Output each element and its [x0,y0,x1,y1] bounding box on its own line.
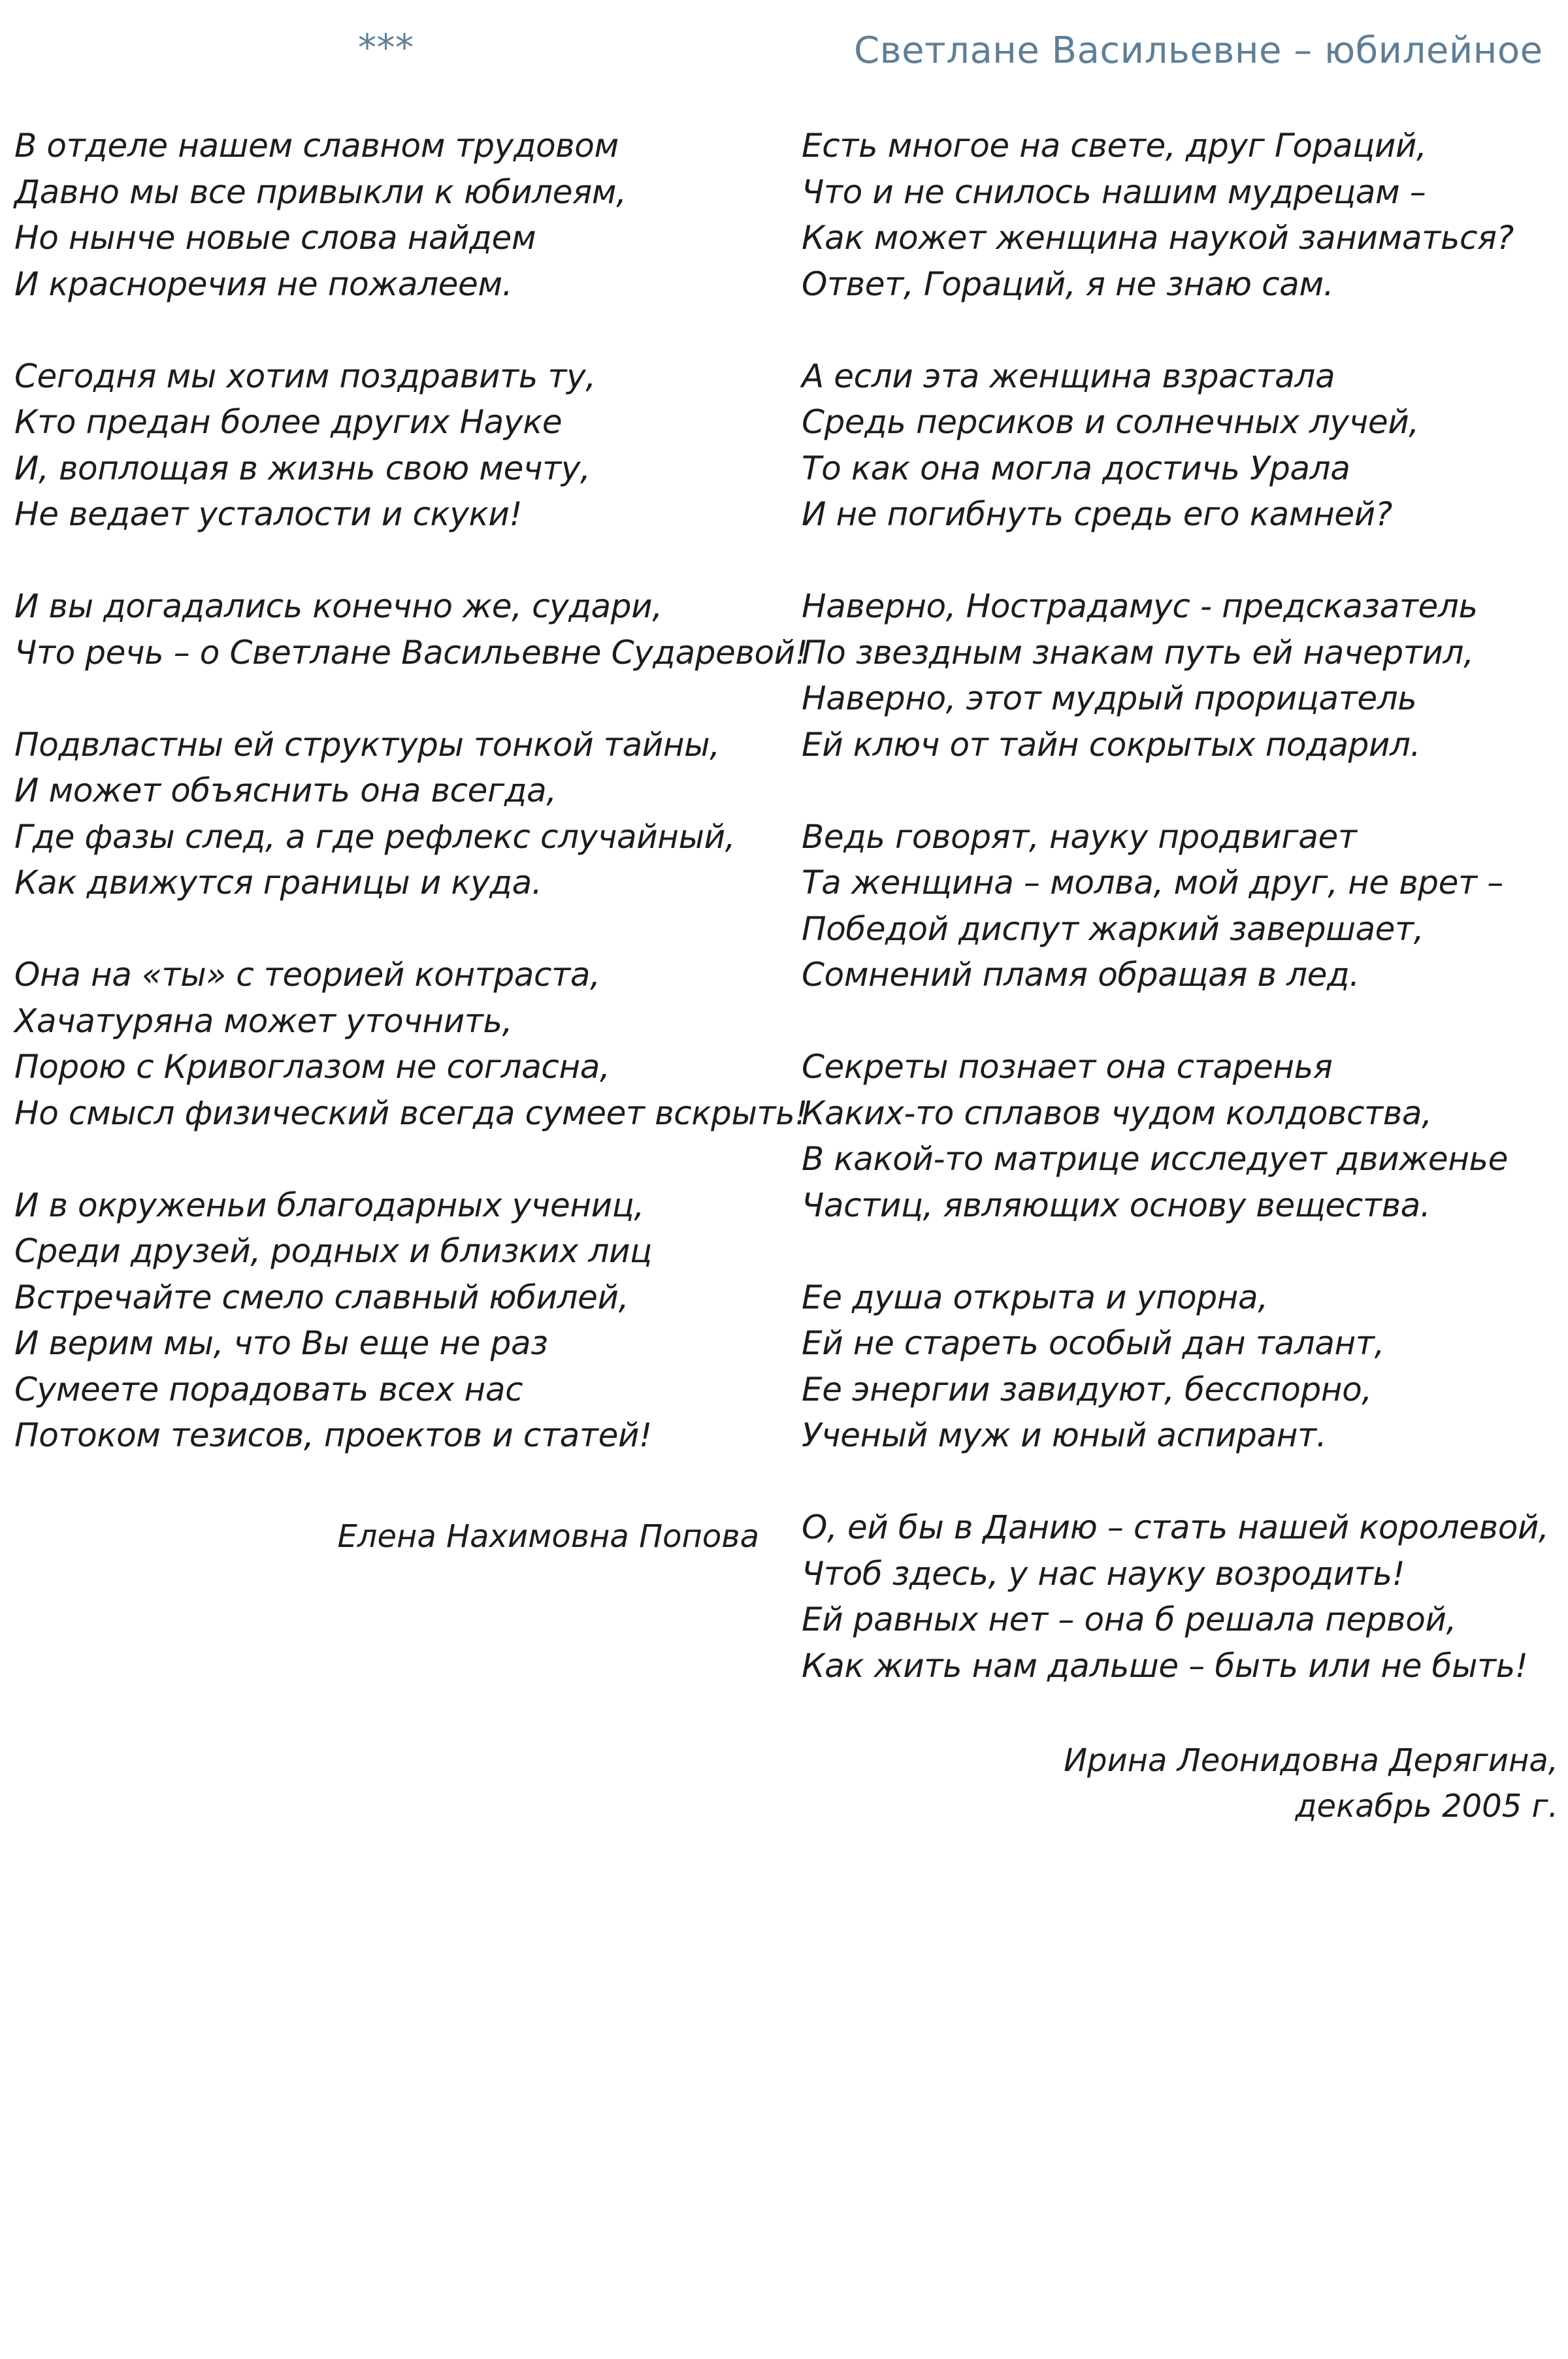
poem-line: Порою с Кривоглазом не согласна, [14,1048,610,1086]
poem-line: Потоком тезисов, проектов и статей! [14,1416,652,1454]
poem-line: Сегодня мы хотим поздравить ту, [14,357,596,395]
poem-line: Хачатуряна может уточнить, [14,1001,513,1040]
poem-line: Ответ, Гораций, я не знаю сам. [802,265,1334,303]
stanza [14,123,808,307]
poem-line: Но смысл физический всегда сумеет вскрыть! [14,1094,808,1132]
stanza [14,353,808,538]
poem-line: В отделе нашем славном трудовом [14,127,619,165]
poem-line: Среди друзей, родных и близких лиц [14,1232,652,1270]
right-poem-body [802,123,1549,1735]
stanza [14,583,808,675]
left-poem-title: *** [358,27,414,69]
poem-line: Встречайте смело славный юбилей, [14,1278,629,1316]
stanza [14,1182,808,1459]
poem-line: Что и не снилось нашим мудрецам – [802,172,1426,211]
poem-line: Сумеете порадовать всех нас [14,1370,523,1408]
poem-line: Частиц, являющих основу вещества. [802,1186,1431,1224]
poem-line: И, воплощая в жизнь свою мечту, [14,449,591,487]
poem-line: Каких-то сплавов чудом колдовства, [802,1094,1432,1132]
poem-line: И в окруженьи благодарных учениц, [14,1186,644,1224]
poem-line: Давно мы все привыкли к юбилеям, [14,172,627,211]
left-poem-body [14,123,808,1505]
signature-author: Ирина Леонидовна Дерягина, [1064,1742,1558,1779]
stanza [802,1505,1549,1689]
poem-line: Но нынче новые слова найдем [14,219,536,257]
stanza [802,1044,1549,1228]
stanza [802,583,1549,768]
poem-line: Ученый муж и юный аспирант. [802,1416,1327,1454]
poem-line: Ей не стареть особый дан талант, [802,1324,1385,1362]
poem-line: Чтоб здесь, у нас науку возродить! [802,1554,1405,1593]
poem-line: Та женщина – молва, мой друг, не врет – [802,864,1503,902]
poem-line: По звездным знакам путь ей начертил, [802,633,1474,672]
poem-line: О, ей бы в Данию – стать нашей королевой, [802,1508,1549,1546]
poem-line: И вы догадались конечно же, судари, [14,587,662,625]
poem-line: И не погибнуть средь его камней? [802,495,1392,533]
left-poem-signature: Елена Нахимовна Попова [337,1518,759,1555]
poem-line: Наверно, Нострадамус - предсказатель [802,587,1478,625]
poem-line: То как она могла достичь Урала [802,449,1350,487]
stanza [802,1275,1549,1459]
stanza [802,353,1549,538]
stanza [802,123,1549,307]
poem-line: Она на «ты» с теорией контраста, [14,956,600,994]
stanza [14,952,808,1136]
signature-date: декабрь 2005 г. [1295,1788,1558,1825]
poem-line: Ей ключ от тайн сокрытых подарил. [802,725,1421,764]
poem-line: Что речь – о Светлане Васильевне Сударевой! [14,633,808,672]
poem-line: Кто предан более других Науке [14,403,563,441]
poem-line: Ее энергии завидуют, бесспорно, [802,1370,1372,1408]
right-poem-signature [1064,1738,1558,1829]
poem-line: Ей равных нет – она б решала первой, [802,1601,1457,1638]
poem-line: Секреты познает она старенья [802,1048,1333,1086]
poem-line: Средь персиков и солнечных лучей, [802,403,1419,441]
poem-line: Есть многое на свете, друг Гораций, [802,127,1427,165]
poem-line: Где фазы след, а где рефлекс случайный, [14,817,736,856]
right-poem-title: Светлане Васильевне – юбилейное [854,29,1543,72]
poem-line: Ведь говорят, науку продвигает [802,817,1357,856]
poem-line: Победой диспут жаркий завершает, [802,909,1424,948]
poem-line: Наверно, этот мудрый прорицатель [802,679,1417,717]
stanza [802,814,1549,998]
poem-line: В какой-то матрице исследует движенье [802,1140,1508,1178]
poem-line: И может объяснить она всегда, [14,772,557,809]
poem-line: Как жить нам дальше – быть или не быть! [802,1646,1528,1685]
poem-line: И красноречия не пожалеем. [14,265,513,303]
poem-line: А если эта женщина взрастала [802,357,1335,395]
poem-line: И верим мы, что Вы еще не раз [14,1324,548,1362]
poem-line: Сомнений пламя обращая в лед. [802,956,1360,994]
poem-line: Как движутся границы и куда. [14,864,542,902]
poem-line: Подвластны ей структуры тонкой тайны, [14,725,720,764]
poem-line: Как может женщина наукой заниматься? [802,219,1514,257]
poem-line: Ее душа открыта и упорна, [802,1278,1268,1316]
stanza [14,722,808,906]
poem-line: Не ведает усталости и скуки! [14,495,523,533]
